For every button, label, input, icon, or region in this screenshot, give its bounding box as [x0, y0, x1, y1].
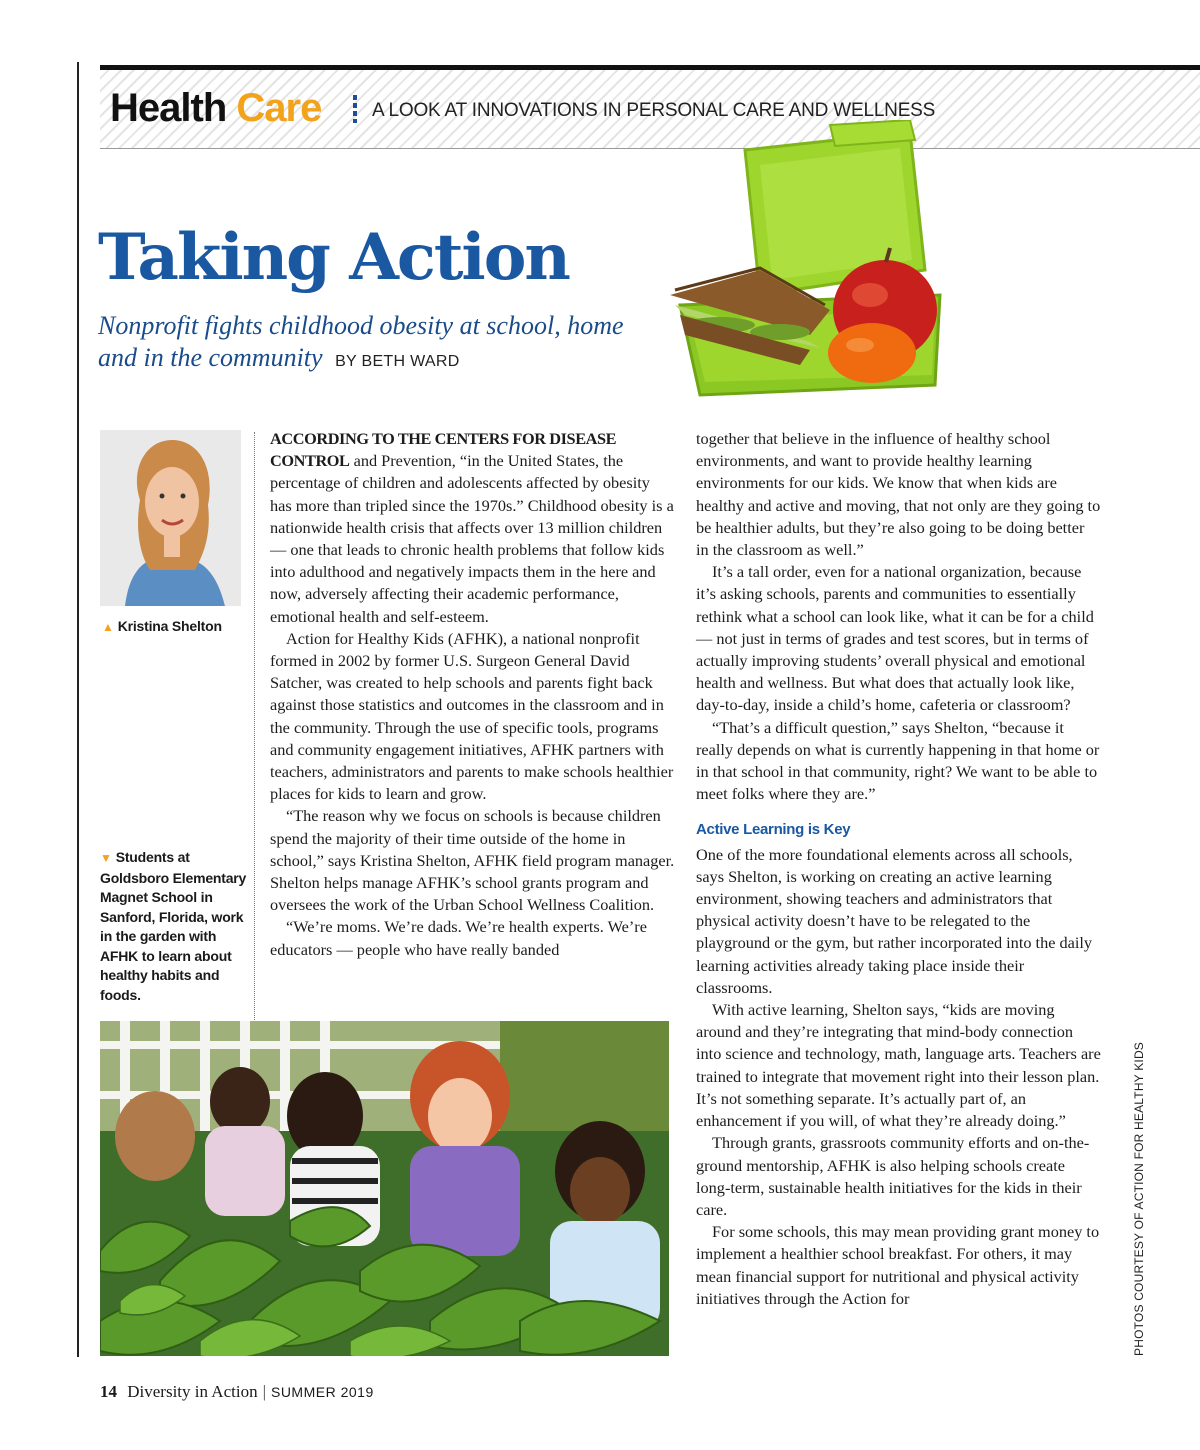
garden-caption: [100, 848, 250, 1005]
magazine-name: Diversity in Action: [127, 1382, 258, 1401]
section-subtitle: A LOOK AT INNOVATIONS IN PERSONAL CARE AND WELLNESS: [372, 100, 936, 121]
section-title: [110, 84, 321, 132]
paragraph: For some schools, this may mean providing grant money to implement a healthier school breakfast. For others, it may mean financial support for nutritional and physical activity initiatives through the Action for: [696, 1222, 1100, 1308]
up-triangle-icon: ▲: [102, 620, 114, 634]
section-title-word-care: Care: [236, 86, 322, 130]
paragraph: Through grants, grassroots community efforts and on-the-ground mentorship, AFHK is also helping schools create long-term, sustainable health initiatives for the kids in their care.: [696, 1133, 1090, 1219]
issue-date: SUMMER 2019: [270, 1384, 374, 1400]
kristina-shelton-portrait: [100, 430, 241, 606]
lunchbox-photo: [660, 120, 960, 420]
garden-photo: [100, 1021, 669, 1356]
paragraph: “The reason why we focus on schools is because children spend the majority of their time outside of the home in school,” says Kristina Shelton, AFHK field program manager. Shelton helps manage AFHK’s school grants program and oversees the work of the Urban School Wellness Coalition.: [270, 806, 675, 915]
section-separator: [353, 95, 357, 123]
page-number: 14: [100, 1382, 117, 1401]
portrait-caption-text: Kristina Shelton: [117, 618, 222, 634]
subhead: Active Learning is Key: [696, 821, 851, 839]
garden-caption-text: Students at Goldsboro Elementary Magnet School in Sanford, Florida, work in the garden with AFHK to learn about healthy habits and foods.: [100, 849, 247, 1003]
photo-credit: PHOTOS COURTESY OF ACTION FOR HEALTHY KIDS: [1132, 1041, 1146, 1356]
footer-divider: |: [262, 1382, 266, 1401]
paragraph: Action for Healthy Kids (AFHK), a national nonprofit formed in 2002 by former U.S. Surgeon General David Satcher, was created to help schools and parents fight back against those statistics and outcomes in the classroom and in the community. Through the use of specific tools, programs and community engagement initiatives, AFHK partners with teachers, administrators and parents to make schools healthier places for kids to learn and grow.: [270, 628, 674, 804]
section-title-word-health: Health: [110, 86, 227, 130]
article-column-1: [270, 428, 675, 961]
byline: BY BETH WARD: [335, 353, 460, 370]
paragraph: together that believe in the influence of healthy school environments, and want to provide healthy learning environments for our kids. We know that when kids are healthy and active and moving, that not only are they going to be healthier adults, but they’re also going to be doing better in the classroom as well.”: [696, 429, 1101, 560]
lead-in: ACCORDING TO THE CENTERS FOR DISEASE CONTROL: [270, 429, 617, 471]
paragraph-text: and Prevention, “in the United States, the percentage of children and adolescents affected by obesity has more than tripled since the 1970s.” Childhood obesity is a nationwide health crisis that affects over 13 million children — one that leads to chronic health problems that follow kids into adulthood and negatively impacts them in the here and now, adversely affecting their academic performance, emotional health and self-esteem.: [270, 451, 674, 626]
article-headline: Taking Action: [98, 220, 569, 295]
page-footer: [100, 1382, 374, 1402]
column-dotted-rule: [254, 432, 255, 1022]
paragraph: It’s a tall order, even for a national organization, because it’s asking schools, parents and communities to essentially rethink what a school can look like, what it can be for a child — not just in terms of grades and test scores, but in terms of actually improving students’ overall physical and emotional health and wellness. But what does that actually look like, day-to-day, inside a child’s home, cafeteria or classroom?: [696, 562, 1094, 715]
paragraph: With active learning, Shelton says, “kids are moving around and they’re integrating that mind-body connection into science and technology, math, language arts. Teachers are trained to integrate that movement right into their lesson plan. It’s not something separate. It’s actually part of, an enhancement if you will, of what they’re already doing.”: [696, 1000, 1101, 1131]
portrait-caption: [102, 617, 252, 638]
header-bottom-rule: [100, 148, 1200, 149]
paragraph: “That’s a difficult question,” says Shelton, “because it really depends on what is currently happening in that home or in that school in that community, right? We want to be able to meet folks where they are.”: [696, 717, 1100, 804]
left-margin-rule: [77, 62, 79, 1357]
down-triangle-icon: ▼: [100, 851, 112, 865]
paragraph: “We’re moms. We’re dads. We’re health experts. We’re educators — people who have really banded: [270, 917, 647, 959]
deck-text: Nonprofit fights childhood obesity at school, home and in the community: [98, 311, 624, 372]
article-deck: [98, 310, 658, 378]
paragraph: One of the more foundational elements across all schools, says Shelton, is working on creating an active learning environment, showing teachers and administrators that physical activity doesn’t have to be relegated to the playground or the gym, but rather incorporated into the daily learning activities already taking place inside their classrooms.: [696, 844, 1093, 997]
paragraph: [270, 428, 675, 628]
article-column-2: [696, 428, 1101, 1310]
